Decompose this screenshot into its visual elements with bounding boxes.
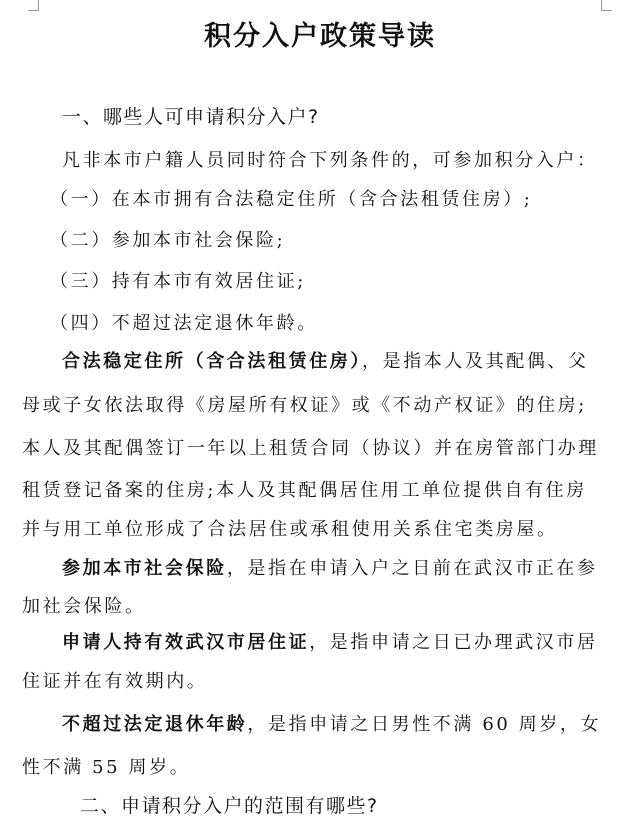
definition-age-line-1 [62,713,601,737]
definition-insurance-line-2: 加社会保险。 [22,596,146,617]
section-1-heading: 一、哪些人可申请积分入户? [62,106,320,128]
definition-residence-term: 合法稳定住所（含合法租赁住房） [62,351,362,372]
definition-age-term: 不超过法定退休年龄 [62,714,248,735]
page-corner-mark-right [601,0,612,11]
definition-residence-text: ，是指本人及其配偶、父 [362,351,589,372]
definition-insurance-term: 参加本市社会保险 [62,558,227,579]
definition-permit-line-1 [62,631,598,655]
definition-residence-line-4: 租赁登记备案的住房;本人及其配偶居住用工单位提供自有住房 [22,480,587,501]
definition-age-text: ，是指申请之日男性不满 60 周岁，女 [247,714,602,735]
definition-residence-line-5: 并与用工单位形成了合法居住或承租使用关系住宅类房屋。 [22,519,558,540]
condition-4: （四）不超过法定退休年龄。 [50,313,318,334]
definition-age-line-2: 性不满 55 周岁。 [22,757,191,778]
definition-residence-line-2: 母或子女依法取得《房屋所有权证》或《不动产权证》的住房; [22,395,587,416]
condition-1: （一）在本市拥有合法稳定住所（含合法租赁住房）; [50,189,533,210]
page-corner-mark-left [28,0,39,11]
document-title: 积分入户政策导读 [204,21,436,52]
condition-3: （三）持有本市有效居住证; [50,271,306,292]
definition-insurance-text: ，是指在申请入户之日前在武汉市正在参 [226,558,598,579]
definition-residence-line-3: 本人及其配偶签订一年以上租赁合同（协议）并在房管部门办理 [22,438,599,459]
section-2-heading: 二、申请积分入户的范围有哪些? [80,795,379,817]
definition-residence-line-1 [62,350,589,374]
definition-permit-term: 申请人持有效武汉市居住证 [62,632,310,653]
definition-permit-line-2: 住证并在有效期内。 [22,671,208,692]
definition-permit-text: ，是指申请之日已办理武汉市居 [309,632,598,653]
definition-insurance-line-1 [62,557,598,581]
section-1-intro: 凡非本市户籍人员同时符合下列条件的，可参加积分入户： [62,150,598,171]
condition-2: （二）参加本市社会保险; [50,230,286,251]
